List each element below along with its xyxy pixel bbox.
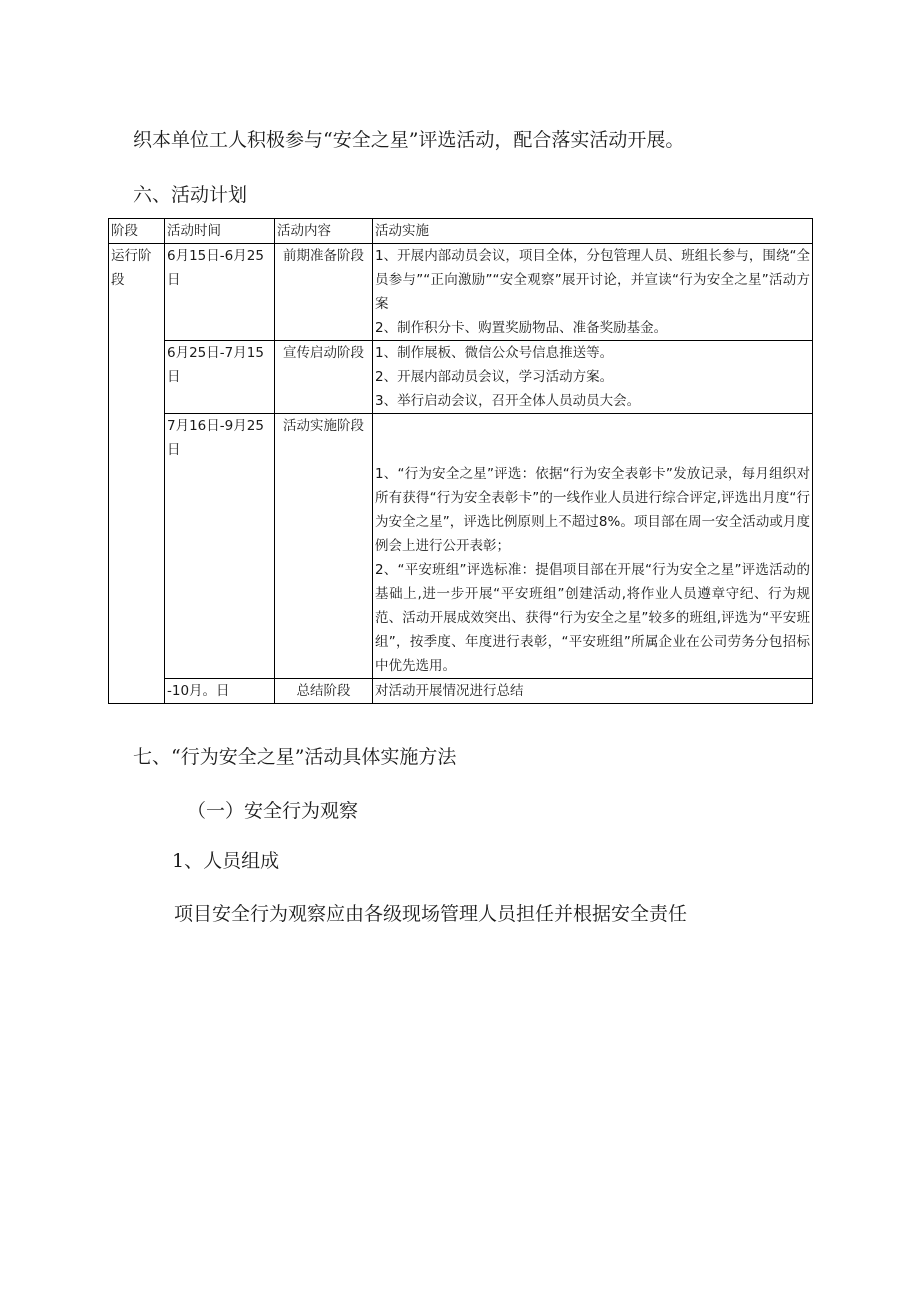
- table-row: [109, 341, 813, 414]
- header-content: 活动内容: [275, 219, 373, 244]
- time-cell: 6月25日-7月15日: [165, 341, 275, 414]
- section-7-subheading: （一）安全行为观察: [187, 800, 359, 822]
- implementation-cell: [373, 679, 813, 704]
- table-row: [109, 244, 813, 341]
- content-name-cell: 前期准备阶段: [275, 244, 373, 341]
- implementation-cell: [373, 341, 813, 414]
- table-row: [109, 679, 813, 704]
- implementation-cell: [373, 414, 813, 679]
- activity-plan-table: [108, 218, 813, 704]
- implementation-item: 2、“平安班组”评选标准：提倡项目部在开展“行为安全之星”评选活动的基础上,进一步开展“平安班组”创建活动,将作业人员遵章守纪、行为规范、活动开展成效突出、获得“行为安全之星”较多的班组,评选为“平安班组”，按季度、年度进行表彰，“平安班组”所属企业在公司劳务分包招标中优先选用。: [375, 562, 810, 674]
- implementation-item: 2、制作积分卡、购置奖励物品、准备奖励基金。: [375, 320, 668, 336]
- time-cell: -10月。日: [165, 679, 275, 704]
- implementation-item: 3、举行启动会议，召开全体人员动员大会。: [375, 393, 641, 409]
- section-6-heading: 六、活动计划: [133, 184, 248, 206]
- table-header-row: [109, 219, 813, 244]
- implementation-item: 1、“行为安全之星”评选：依据“行为安全表彰卡”发放记录，每月组织对所有获得“行为安全表彰卡”的一线作业人员进行综合评定,评选出月度“行为安全之星”，评选比例原则上不超过8%。项目部在周一安全活动或月度例会上进行公开表彰；: [375, 466, 810, 554]
- header-stage: 阶段: [109, 219, 165, 244]
- stage-cell: 运行阶段: [109, 244, 165, 704]
- section-7-item-heading: 1、人员组成: [172, 850, 280, 872]
- header-implementation: 活动实施: [373, 219, 813, 244]
- blank-space: [375, 414, 810, 462]
- intro-paragraph: 织本单位工人积极参与“安全之星”评选活动，配合落实活动开展。: [133, 129, 685, 151]
- content-name-cell: 宣传启动阶段: [275, 341, 373, 414]
- time-cell: 6月15日-6月25日: [165, 244, 275, 341]
- implementation-item: 1、开展内部动员会议，项目全体，分包管理人员、班组长参与，围绕“全员参与”“正向激励”“安全观察”展开讨论，并宣读“行为安全之星”活动方案: [375, 248, 810, 312]
- implementation-cell: [373, 244, 813, 341]
- time-cell: 7月16日-9月25日: [165, 414, 275, 679]
- implementation-item: 对活动开展情况进行总结: [375, 683, 524, 699]
- section-7-heading: 七、“行为安全之星”活动具体实施方法: [133, 746, 457, 768]
- implementation-item: 2、开展内部动员会议，学习活动方案。: [375, 369, 614, 385]
- content-name-cell: 总结阶段: [275, 679, 373, 704]
- header-time: 活动时间: [165, 219, 275, 244]
- table-row: [109, 414, 813, 679]
- implementation-item: 1、制作展板、微信公众号信息推送等。: [375, 345, 614, 361]
- content-name-cell: 活动实施阶段: [275, 414, 373, 679]
- final-paragraph: 项目安全行为观察应由各级现场管理人员担任并根据安全责任: [174, 903, 688, 925]
